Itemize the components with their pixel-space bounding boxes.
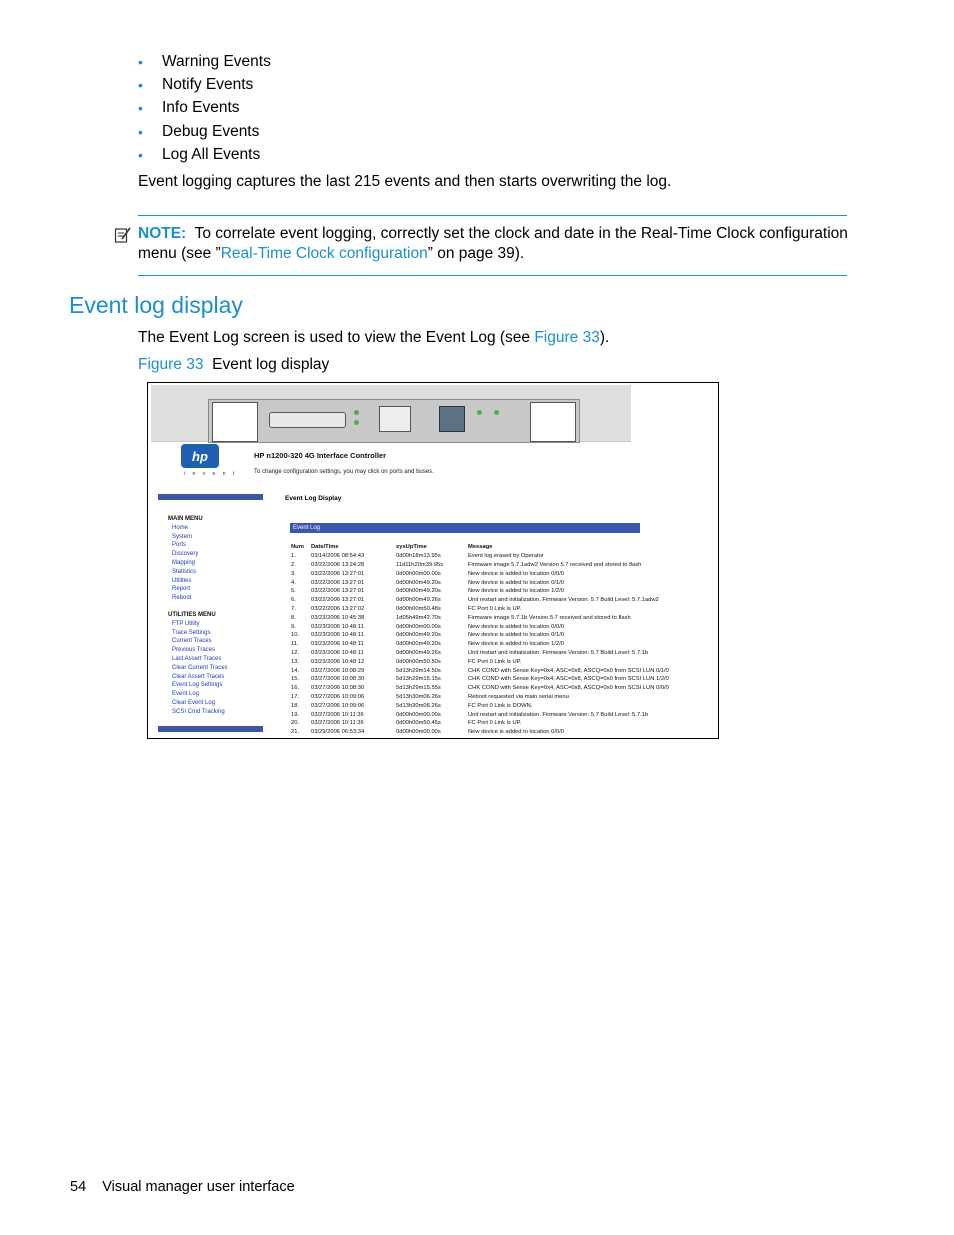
cell-date: 03/29/2006 06:53:34: [311, 729, 365, 736]
cell-message: Firmware image 5.7.1b Version 5.7 received and stored to flash: [468, 614, 631, 621]
cell-num: 12.: [291, 649, 300, 656]
cell-message: Firmware image 5.7.1adw2 Version 5.7 received and stored to flash: [468, 561, 642, 568]
cell-num: 5.: [291, 588, 296, 595]
cell-date: 03/23/2006 10:48:11: [311, 649, 364, 656]
event-log-rows: [291, 552, 718, 737]
cell-message: New device is added to location 0/0/0: [468, 729, 565, 736]
col-date-time: Date/Time: [311, 544, 339, 551]
cell-uptime: 0d00h18m13.95s: [396, 553, 441, 560]
menu-item-statistics[interactable]: Statistics: [172, 568, 197, 575]
bullet-icon: •: [138, 76, 143, 93]
utilities-menu-title: UTILITIES MENU: [168, 612, 216, 618]
cell-uptime: 5d13h30m06.26s: [396, 702, 441, 709]
list-item: [138, 143, 271, 166]
table-row: [291, 684, 718, 693]
cell-uptime: 11d11h20m39.95s: [396, 561, 444, 568]
hp-invent-text: i n v e n t: [184, 471, 238, 477]
cell-uptime: 0d00h00m49.26s: [396, 649, 441, 656]
menu-item-scsi-cmd-tracking[interactable]: SCSI Cmd Tracking: [172, 708, 225, 715]
cell-uptime: 0d00h00m49.20s: [396, 588, 441, 595]
table-row: [291, 605, 718, 614]
cell-date: 03/23/2006 10:48:12: [311, 658, 365, 665]
cell-date: 03/22/2006 13:24:28: [311, 561, 365, 568]
table-row: [291, 552, 718, 561]
cell-date: 03/23/2006 10:45:38: [311, 614, 365, 621]
right-slot-icon: [530, 402, 576, 442]
cell-date: 03/27/2006 10:09:06: [311, 693, 365, 700]
cell-date: 03/27/2006 10:08:29: [311, 667, 365, 674]
table-row: [291, 719, 718, 728]
event-log-display-heading: Event Log Display: [285, 495, 342, 502]
menu-item-reboot[interactable]: Reboot: [172, 595, 192, 602]
col-message: Message: [468, 544, 493, 551]
cell-uptime: 5d13h30m06.26s: [396, 693, 441, 700]
cell-num: 21.: [291, 729, 300, 736]
bullet-icon: •: [138, 146, 143, 163]
figure-caption: [138, 356, 329, 374]
cell-num: 3.: [291, 570, 296, 577]
table-row: [291, 578, 718, 587]
table-row: [291, 675, 718, 684]
table-row: [291, 587, 718, 596]
left-slot-icon: [212, 402, 258, 442]
note-label: NOTE:: [138, 225, 187, 242]
bullet-icon: •: [138, 53, 143, 70]
cell-num: 13.: [291, 658, 300, 665]
note-bottom-rule: [138, 275, 847, 276]
cell-num: 15.: [291, 676, 300, 683]
table-row: [291, 561, 718, 570]
menu-item-event-log[interactable]: Event Log: [172, 691, 200, 698]
cell-num: 9.: [291, 623, 296, 630]
led-icon: [354, 420, 359, 425]
cell-num: 17.: [291, 693, 300, 700]
table-row: [291, 622, 718, 631]
menu-item-current-traces[interactable]: Current Traces: [172, 638, 212, 645]
bullet-icon: •: [138, 100, 143, 117]
table-row: [291, 569, 718, 578]
cell-message: FC Port 0 Link is UP.: [468, 658, 522, 665]
cell-num: 7.: [291, 605, 296, 612]
table-row: [291, 710, 718, 719]
table-header-row: [291, 543, 718, 552]
scsi-connector-icon[interactable]: [269, 412, 346, 428]
col-sysuptime: sysUpTime: [396, 544, 427, 551]
list-item: [138, 97, 271, 120]
led-icon: [477, 410, 482, 415]
table-row: [291, 631, 718, 640]
table-row: [291, 649, 718, 658]
menu-item-clear-assert-traces[interactable]: Clear Assert Traces: [172, 673, 225, 680]
menu-item-previous-traces[interactable]: Previous Traces: [172, 647, 216, 654]
figure-link[interactable]: Figure 33: [534, 329, 600, 346]
led-icon: [494, 410, 499, 415]
table-row: [291, 693, 718, 702]
list-item: [138, 50, 271, 73]
list-item-text: Info Events: [162, 99, 240, 117]
cell-message: New device is added to location 0/0/0: [468, 623, 565, 630]
figure-title: Event log display: [212, 356, 330, 373]
list-item-text: Warning Events: [162, 52, 271, 70]
cell-date: 03/27/2006 10:08:30: [311, 685, 365, 692]
table-row: [291, 640, 718, 649]
cell-num: 4.: [291, 579, 296, 586]
list-item-text: Log All Events: [162, 145, 261, 163]
list-item: [138, 120, 271, 143]
cell-uptime: 5d13h29m15.15s: [396, 676, 441, 683]
port-module-icon[interactable]: [379, 406, 411, 432]
menu-item-last-assert-traces[interactable]: Last Assert Traces: [172, 655, 222, 662]
led-icon: [354, 410, 359, 415]
product-subtitle: To change configuration settings, you may click on ports and buses.: [254, 469, 434, 475]
cell-message: CHK COND with Sense Key=0x4, ASC=0x8, ASCQ=0x0 from SCSI LUN 1/2/0: [468, 676, 669, 683]
cell-message: Unit restart and initialization. Firmware Version: 5.7 Build Level: 5.7.1adw2: [468, 597, 659, 604]
note-text: To correlate event logging, correctly set the clock and date in the Real-Time Clock configuration menu (see ”: [138, 225, 848, 262]
bullet-icon: •: [138, 123, 143, 140]
main-menu-title: MAIN MENU: [168, 516, 203, 522]
ethernet-port-icon[interactable]: [439, 406, 465, 432]
hp-logo: hp: [181, 444, 219, 468]
cell-message: FC Port 0 Link is UP.: [468, 720, 522, 727]
menu-item-utilities[interactable]: Utilities: [172, 577, 192, 584]
section-paragraph: [138, 329, 609, 347]
page-number: 54: [70, 1179, 87, 1195]
note-text-end: ” on page 39).: [427, 245, 525, 262]
cell-num: 20.: [291, 720, 300, 727]
cell-message: Unit restart and initialization. Firmware Version: 5.7 Build Level: 5.7.1b: [468, 711, 649, 718]
cell-num: 1.: [291, 553, 296, 560]
section-text-end: ).: [599, 329, 610, 346]
cell-date: 03/23/2006 10:48:11: [311, 623, 364, 630]
cell-uptime: 0d00h00m50.50s: [396, 658, 441, 665]
cell-message: FC Port 0 Link is UP.: [468, 605, 522, 612]
cell-date: 03/23/2006 10:48:11: [311, 632, 364, 639]
note-top-rule: [138, 215, 847, 216]
cell-uptime: 0d00h00m49.20s: [396, 579, 441, 586]
left-bottom-rule: [158, 726, 263, 732]
cell-num: 18.: [291, 702, 300, 709]
table-row: [291, 728, 718, 737]
cell-date: 03/22/2006 13:27:01: [311, 579, 365, 586]
cell-uptime: 0d00h00m00.00s: [396, 711, 441, 718]
cell-uptime: 0d00h00m00.00s: [396, 729, 441, 736]
figure-label: Figure 33: [138, 356, 204, 373]
cell-num: 8.: [291, 614, 296, 621]
cell-message: New device is added to location 0/1/0: [468, 632, 565, 639]
list-item-text: Notify Events: [162, 75, 254, 93]
cell-date: 03/27/2006 10:11:36: [311, 711, 364, 718]
cell-num: 6.: [291, 597, 296, 604]
cell-message: CHK COND with Sense Key=0x4, ASC=0x8, ASCQ=0x0 from SCSI LUN 0/0/0: [468, 685, 669, 692]
note-pencil-icon: [114, 226, 132, 244]
note: [138, 224, 848, 264]
menu-item-event-log-settings[interactable]: Event Log Settings: [172, 682, 223, 689]
cell-date: 03/14/2006 08:54:43: [311, 553, 365, 560]
cell-date: 03/23/2006 10:48:11: [311, 641, 364, 648]
cell-date: 03/22/2006 13:27:01: [311, 588, 365, 595]
cell-uptime: 0d00h00m49.26s: [396, 597, 441, 604]
cell-uptime: 0d00h00m49.20s: [396, 641, 441, 648]
table-row: [291, 666, 718, 675]
cell-date: 03/22/2006 13:27:02: [311, 605, 365, 612]
main-menu: [168, 515, 203, 603]
cell-uptime: 5d13h29m15.55s: [396, 685, 441, 692]
left-rule: [158, 494, 263, 500]
cell-uptime: 0d00h00m50.45s: [396, 720, 441, 727]
cell-date: 03/27/2006 10:11:36: [311, 720, 364, 727]
list-item-text: Debug Events: [162, 122, 260, 140]
cell-num: 10.: [291, 632, 300, 639]
cell-uptime: 0d00h00m49.20s: [396, 632, 441, 639]
menu-item-ftp-utility[interactable]: FTP Utility: [172, 620, 200, 627]
menu-item-trace-settings[interactable]: Trace Settings: [172, 629, 211, 636]
cell-message: Event log erased by Operator: [468, 553, 544, 560]
cell-uptime: 1d05h49m42.70s: [396, 614, 441, 621]
menu-item-home[interactable]: Home: [172, 524, 189, 531]
footer-title: Visual manager user interface: [102, 1179, 295, 1195]
cell-date: 03/27/2006 10:09:06: [311, 702, 365, 709]
list-item: [138, 73, 271, 96]
table-row: [291, 596, 718, 605]
cell-uptime: 0d00h00m50.48s: [396, 605, 441, 612]
rtc-config-link[interactable]: Real-Time Clock configuration: [220, 245, 428, 262]
product-title: HP n1200-320 4G Interface Controller: [254, 451, 386, 460]
menu-item-discovery[interactable]: Discovery: [172, 551, 199, 558]
table-row: [291, 701, 718, 710]
cell-uptime: 0d00h00m00.00s: [396, 570, 441, 577]
cell-date: 03/22/2006 13:27:01: [311, 597, 365, 604]
table-row: [291, 613, 718, 622]
cell-date: 03/22/2006 13:27:01: [311, 570, 365, 577]
event-log-bar: Event Log: [290, 523, 640, 533]
event-log-screenshot: [147, 382, 719, 739]
cell-num: 19.: [291, 711, 300, 718]
utilities-menu: [168, 611, 228, 717]
intro-paragraph: Event logging captures the last 215 events and then starts overwriting the log.: [138, 173, 672, 190]
event-log-table: [291, 543, 718, 737]
menu-item-system[interactable]: System: [172, 533, 193, 540]
cell-message: Reboot requested via main serial menu: [468, 693, 569, 700]
cell-message: New device is added to location 0/1/0: [468, 579, 565, 586]
cell-uptime: 0d00h00m00.00s: [396, 623, 441, 630]
cell-num: 2.: [291, 561, 296, 568]
cell-uptime: 5d13h29m14.50s: [396, 667, 441, 674]
section-text: The Event Log screen is used to view the Event Log (see: [138, 329, 535, 346]
cell-message: FC Port 0 Link is DOWN.: [468, 702, 533, 709]
cell-num: 11.: [291, 641, 299, 648]
table-row: [291, 657, 718, 666]
cell-message: New device is added to location 0/0/0: [468, 570, 565, 577]
cell-date: 03/27/2006 10:08:30: [311, 676, 365, 683]
menu-item-ports[interactable]: Ports: [172, 542, 187, 549]
controller-faceplate[interactable]: [208, 399, 580, 443]
page-footer: [70, 1179, 295, 1195]
menu-item-clear-current-traces[interactable]: Clear Current Traces: [172, 664, 228, 671]
col-num: Num: [291, 544, 304, 551]
cell-num: 16.: [291, 685, 300, 692]
menu-item-clear-event-log[interactable]: Clear Event Log: [172, 699, 216, 706]
cell-num: 14.: [291, 667, 300, 674]
menu-item-mapping[interactable]: Mapping: [172, 559, 196, 566]
cell-message: New device is added to location 1/2/0: [468, 588, 565, 595]
cell-message: Unit restart and initialization. Firmware Version: 5.7 Build Level: 5.7.1b: [468, 649, 649, 656]
bullet-list: [138, 50, 271, 166]
cell-message: New device is added to location 1/2/0: [468, 641, 565, 648]
cell-message: CHK COND with Sense Key=0x4, ASC=0x8, ASCQ=0x0 from SCSI LUN 0/1/0: [468, 667, 669, 674]
section-heading: Event log display: [69, 292, 243, 318]
menu-item-report[interactable]: Report: [172, 586, 191, 593]
hardware-bar: [151, 385, 631, 442]
